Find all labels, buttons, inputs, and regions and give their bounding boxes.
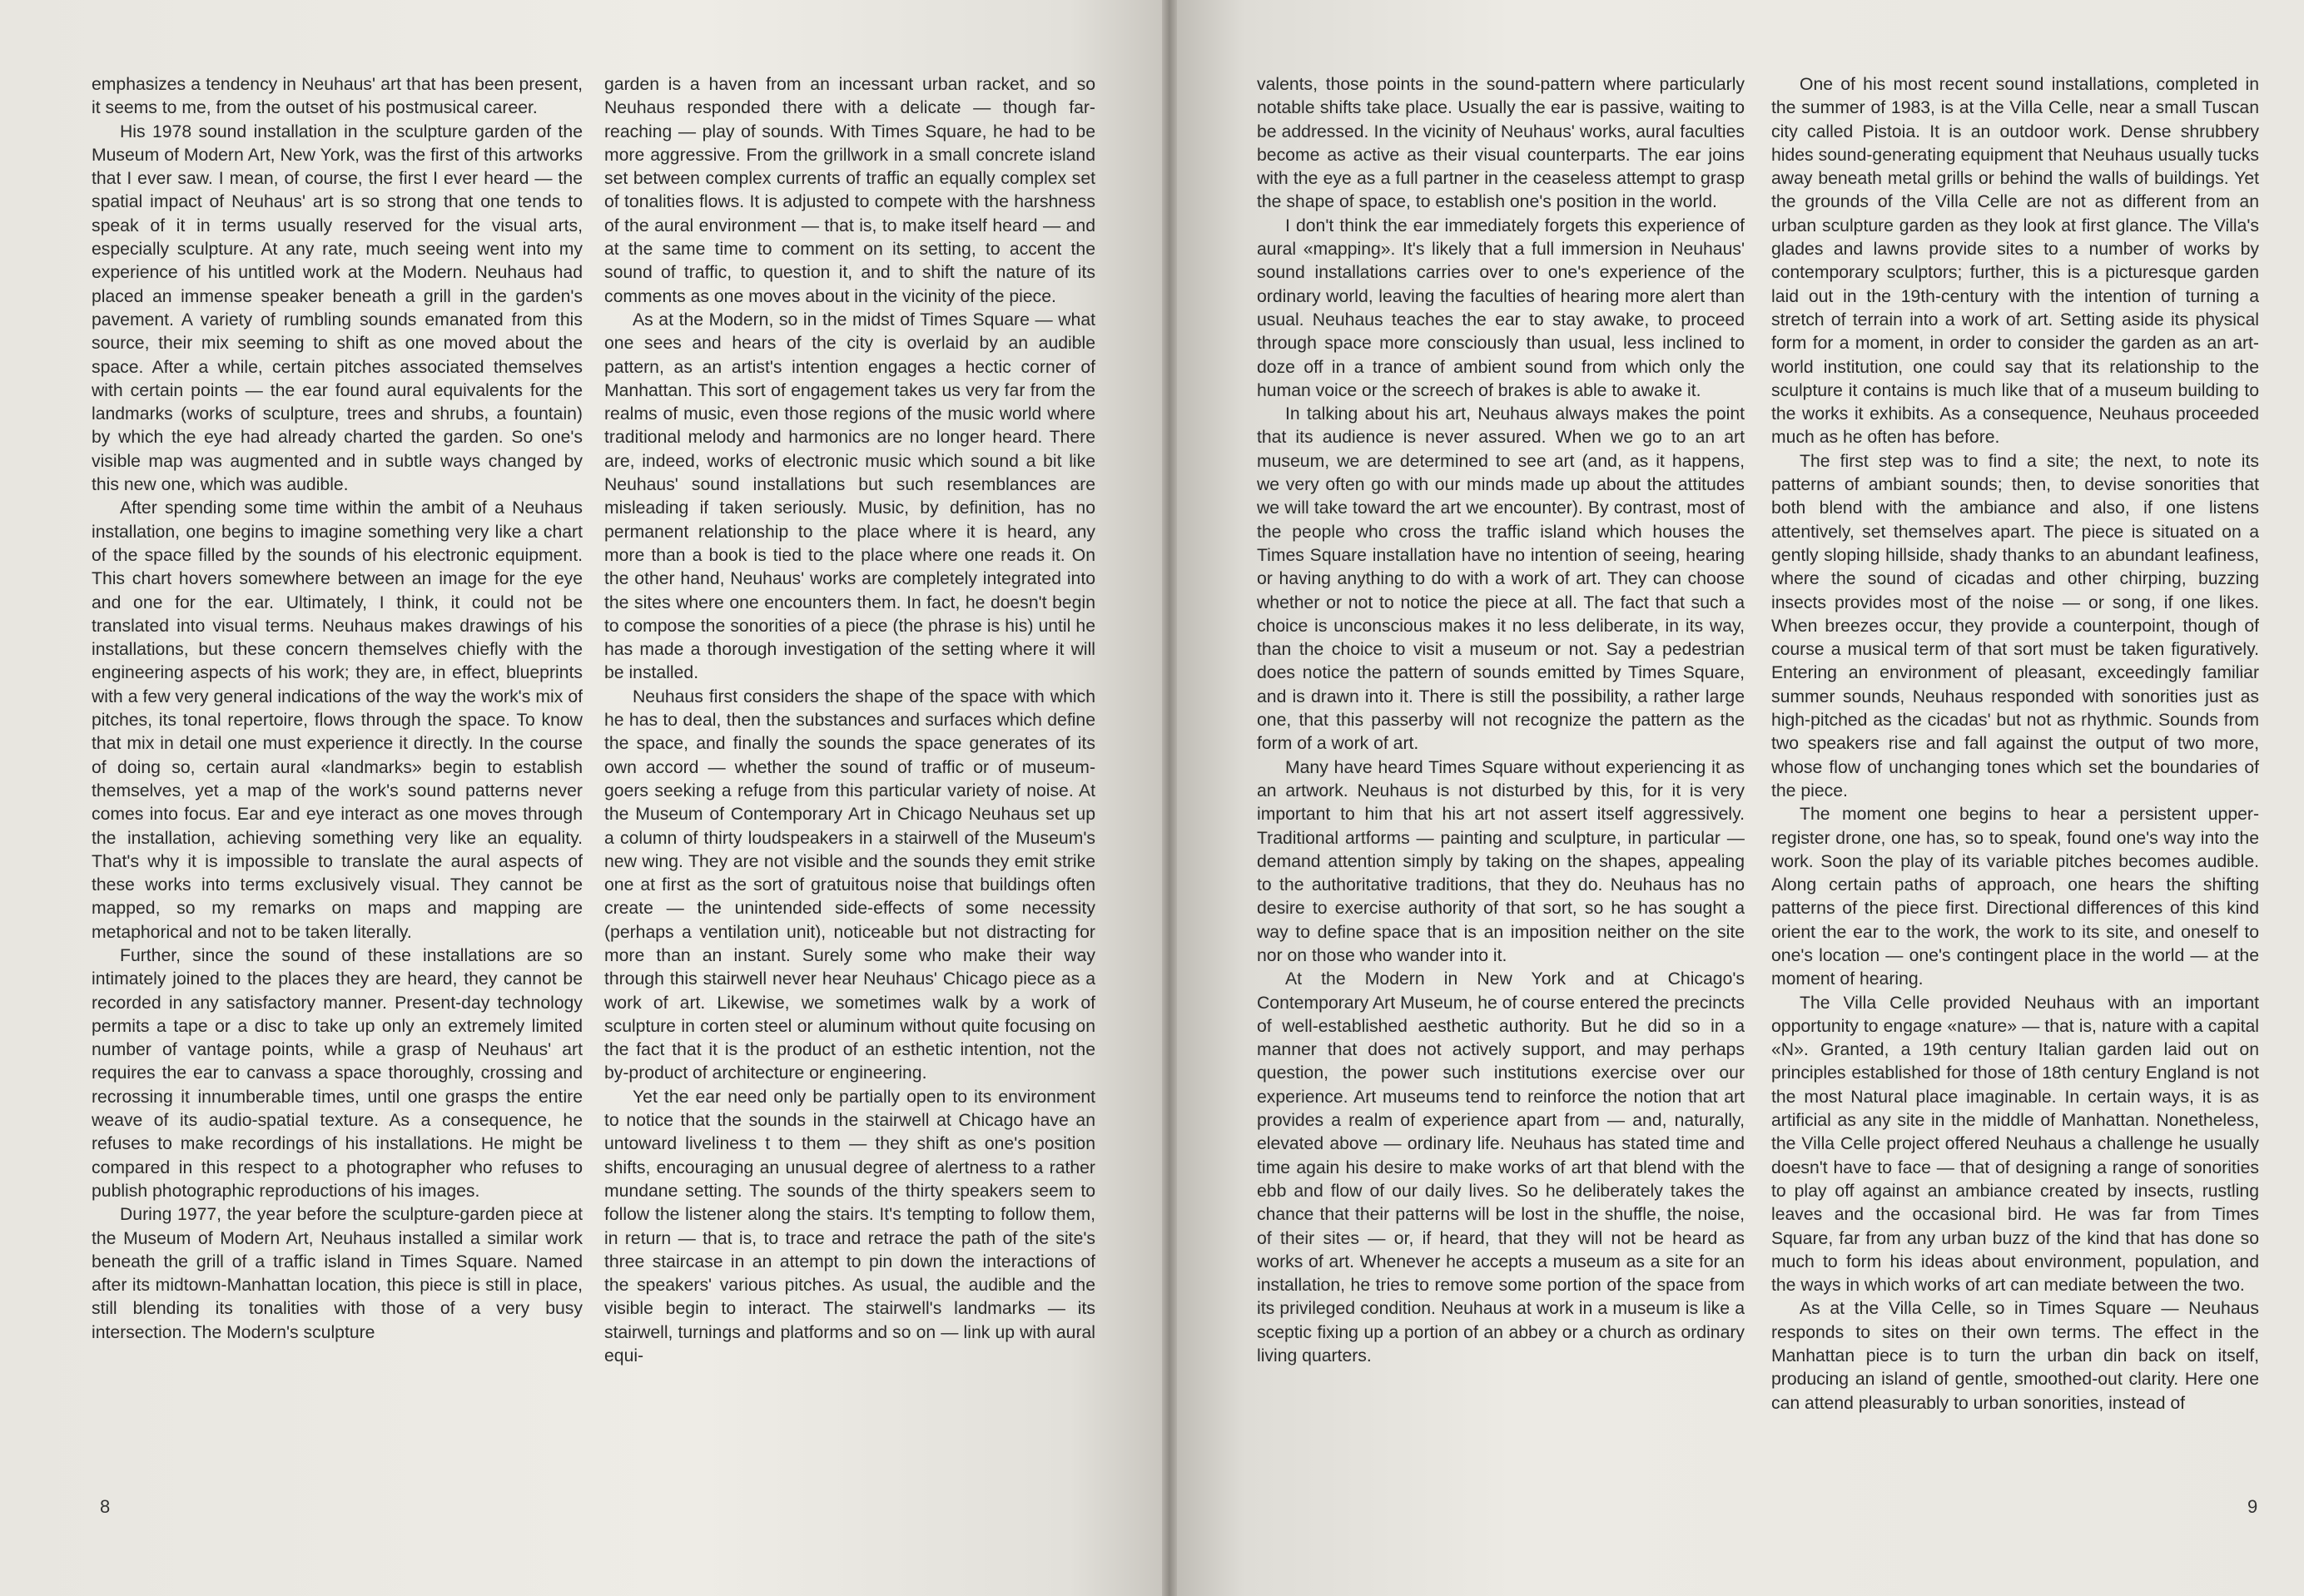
paragraph: During 1977, the year before the sculpture-garden piece at the Museum of Modern Art, Neuhaus installed a similar work beneath the grill of a traffic island in Times Square. Named after its midtown-Manhattan location, this piece is still in place, still blending its tonalities with those of a very busy intersection. The Modern's sculpture [92, 1205, 583, 1342]
paragraph: emphasizes a tendency in Neuhaus' art that has been present, it seems to me, from the outset of his postmusical career. [92, 75, 583, 118]
text-column-2 [604, 73, 1095, 1480]
paragraph: At the Modern in New York and at Chicago's Contemporary Art Museum, he of course entered the precincts of well-established aesthetic authority. But he did so in a manner that does not actively support, and may perhaps question, the power such institutions exercise over our experience. Art museums tend to reinforce the notion that art provides a realm of experience apart from — and, naturally, elevated above — ordinary life. Neuhaus has stated time and time again his desire to make works of art that blend with the ebb and flow of our daily lives. So he deliberately takes the chance that their patterns will be lost in the shuffle, the noise, of their sites — or, if heard, that they will not be heard as works of art. Whenever he accepts a museum as a site for an installation, he tries to remove some portion of the space from its privileged condition. Neuhaus at work in a museum is like a sceptic fixing up a portion of an abbey or a church as ordinary living quarters. [1257, 969, 1745, 1366]
paragraph: Further, since the sound of these installations are so intimately joined to the places they are heard, they cannot be recorded in any satisfactory manner. Present-day technology permits a tape or a disc to take up only an extremely limited number of vantage points, while a grasp of Neuhaus' art requires the ear to canvass a space thoroughly, crossing and recrossing it innumberable times, until one grasps the entire weave of its audio-spatial texture. As a consequence, he refuses to make recordings of his installations. He might be compared in this respect to a photographer who refuses to publish photographic reproductions of his images. [92, 945, 583, 1201]
paragraph: After spending some time within the ambit of a Neuhaus installation, one begins to imagine something very like a chart of the space filled by the sounds of his electronic equipment. This chart hovers somewhere between an image for the eye and one for the ear. Ultimately, I think, it could not be translated into visual terms. Neuhaus makes drawings of his installations, but these concern themselves chiefly with the engineering aspects of his work; they are, in effect, blueprints with a few very general indications of the way the work's mix of pitches, its tonal repertoire, flows through the space. To know that mix in detail one must experience it directly. In the course of doing so, certain aural «landmarks» begin to establish themselves, yet a map of the work's sound patterns never comes into focus. Ear and eye interact as one moves through the installation, achieving something very like an equality. That's why it is impossible to translate the aural aspects of these works into terms exclusively visual. They cannot be mapped, so my remarks on maps and mapping are metaphorical and not to be taken literally. [92, 498, 583, 942]
paragraph: I don't think the ear immediately forgets this experience of aural «mapping». It's likely that a full immersion in Neuhaus' sound installations carries over to one's experience of the ordinary world, leaving the faculties of hearing more alert than usual. Neuhaus teaches the ear to stay awake, to proceed through space more consciously than usual, less inclined to doze off in a trance of ambient sound from which only the human voice or the screech of brakes is able to awake it. [1257, 216, 1745, 400]
paragraph: The Villa Celle provided Neuhaus with an important opportunity to engage «nature» — that is, nature with a capital «N». Granted, a 19th century Italian garden laid out on principles established for those of 18th century England is not the most Natural place imaginable. In certain ways, it is as artificial as any site in the middle of Manhattan. Nonetheless, the Villa Celle project offered Neuhaus a challenge he usually doesn't have to face — that of designing a range of sonorities to play off against an ambiance created by insects, rustling leaves and the occasional bird. He was far from Times Square, far from any urban buzz of the kind that has done so much to form his ideas about environment, population, and the ways in which works of art can mediate between the two. [1771, 993, 2259, 1296]
paragraph: valents, those points in the sound-pattern where particularly notable shifts take place. Usually the ear is passive, waiting to be addressed. In the vicinity of Neuhaus' works, aural faculties become as active as their visual counterparts. The ear joins with the eye as a full partner in the ceaseless attempt to grasp the shape of space, to establish one's position in the world. [1257, 75, 1745, 212]
paragraph: Yet the ear need only be partially open to its environment to notice that the sounds in the stairwell at Chicago have an untoward liveliness t to them — they shift as one's position shifts, encouraging an unusual degree of alertness to a rather mundane setting. The sounds of the thirty speakers seem to follow the listener along the stairs. It's tempting to follow them, in return — that is, to trace and retrace the path of the site's three staircase in an attempt to pin down the interactions of the speakers' various pitches. As usual, the audible and the visible begin to interact. The stairwell's landmarks — its stairwell, turnings and platforms and so on — link up with aural equi- [604, 1087, 1095, 1366]
text-column-3 [1257, 73, 1745, 1480]
paragraph: In talking about his art, Neuhaus always makes the point that its audience is never assured. When we go to an art museum, we are determined to see art (and, as it happens, we very often go with our minds made up about the attitudes we will take toward the art we encounter). By contrast, most of the people who cross the traffic island which houses the Times Square installation have no intention of seeing, hearing or having anything to do with a work of art. They can choose whether or not to notice the piece at all. The fact that such a choice is unconscious makes it no less deliberate, in its way, than the choice to visit a museum or not. Say a pedestrian does notice the pattern of sounds emitted by Times Square, and is drawn into it. There is still the possibility, a rather large one, that this passerby will not recognize the pattern as the form of a work of art. [1257, 404, 1745, 754]
paragraph: garden is a haven from an incessant urban racket, and so Neuhaus responded there with a delicate — though far-reaching — play of sounds. With Times Square, he had to be more aggressive. From the grillwork in a small concrete island set between complex currents of traffic an equally complex set of tonalities flows. It is adjusted to compete with the harshness of the aural environment — that is, to make itself heard — and at the same time to comment on its setting, to accent the sound of traffic, to question it, and to shift the nature of its comments as one moves about in the vicinity of the piece. [604, 75, 1095, 306]
book-gutter [1162, 0, 1177, 1596]
paragraph: The moment one begins to hear a persistent upper-register drone, one has, so to speak, found one's way into the work. Soon the play of its variable pitches becomes audible. Along certain paths of approach, one hears the shifting patterns of the piece first. Directional differences of this kind orient the ear to the work, the work to its site, and oneself to one's location — one's contingent place in the world — at the moment of hearing. [1771, 805, 2259, 989]
page-number-left: 8 [100, 1496, 111, 1517]
paragraph: Neuhaus first considers the shape of the space with which he has to deal, then the substances and surfaces which define the space, and finally the sounds the space generates of its own accord — whether the sound of traffic or of museum-goers seeking a refuge from this particular variety of noise. At the Museum of Contemporary Art in Chicago Neuhaus set up a column of thirty loudspeakers in a stairwell of the Museum's new wing. They are not visible and the sounds they emit strike one at first as the sort of gratuitous noise that buildings often create — the unintended side-effects of some necessity (perhaps a ventilation unit), noticeable but not distracting for more than an instant. Surely some who make their way through this stairwell never hear Neuhaus' Chicago piece as a work of art. Likewise, we sometimes walk by a work of sculpture in corten steel or aluminum without quite focusing on the fact that it is the product of an esthetic intention, not the by-product of architecture or engineering. [604, 686, 1095, 1083]
paragraph: Many have heard Times Square without experiencing it as an artwork. Neuhaus is not disturbed by this, for it is very important to him that his art not assert itself aggressively. Traditional artforms — painting and sculpture, in particular — demand attention simply by taking on the shapes, appealing to the authoritative traditions, that they do. Neuhaus has no desire to exercise authority of that sort, so he has sought a way to define space that is an imposition neither on the site nor on those who wander into it. [1257, 757, 1745, 965]
paragraph: As at the Villa Celle, so in Times Square — Neuhaus responds to sites on their own terms. The effect in the Manhattan piece is to turn the urban din back on itself, producing an island of gentle, smoothed-out clarity. Here one can attend pleasurably to urban sonorities, instead of [1771, 1299, 2259, 1413]
text-column-1 [92, 73, 583, 1480]
text-column-4 [1771, 73, 2259, 1480]
page-number-right: 9 [2247, 1496, 2258, 1517]
paragraph: As at the Modern, so in the midst of Times Square — what one sees and hears of the city is overlaid by an audible pattern, as an artist's intention engages a hectic corner of Manhattan. This sort of engagement takes us very far from the realms of music, even those regions of the music world where traditional melody and harmonics are no longer heard. There are, indeed, works of electronic music which sound a bit like Neuhaus' sound installations but such resemblances are misleading if taken seriously. Music, by definition, has no permanent relationship to the place where it is heard, any more than a book is tied to the place where one reads it. On the other hand, Neuhaus' works are completely integrated into the sites where one encounters them. In fact, he doesn't begin to compose the sonorities of a piece (the phrase is his) until he has made a thorough investigation of the setting where it will be installed. [604, 310, 1095, 683]
paragraph: The first step was to find a site; the next, to note its patterns of ambiant sounds; then, to devise sonorities that both blend with the ambiance and also, if one listens attentively, set themselves apart. The piece is situated on a gently sloping hillside, shady thanks to an abundant leafiness, where the sound of cicadas and other chirping, buzzing insects provides most of the noise — or song, if one likes. When breezes occur, they provide a counterpoint, though of course a musical term of that sort must be taken figuratively. Entering an environment of pleasant, exceedingly familiar summer sounds, Neuhaus responded with sonorities just as high-pitched as the cicadas' but not as rhythmic. Sounds from two speakers rise and fall against the output of two more, whose flow of unchanging tones which set the boundaries of the piece. [1771, 451, 2259, 800]
paragraph: One of his most recent sound installations, completed in the summer of 1983, is at the Villa Celle, near a small Tuscan city called Pistoia. It is an outdoor work. Dense shrubbery hides sound-generating equipment that Neuhaus usually tucks away beneath metal grills or behind the walls of buildings. Yet the grounds of the Villa Celle are not as different from an urban sculpture garden as they look at first glance. The Villa's glades and lawns provide sites to a number of works by contemporary sculptors; further, this is a picturesque garden laid out in the 19th-century with the intention of turning a stretch of terrain into a work of art. Setting aside its physical form for a moment, in order to consider the garden as an art-world institution, one could say that its relationship to the sculpture it contains is much like that of a museum building to the works it exhibits. As a consequence, Neuhaus proceeded much as he often has before. [1771, 75, 2259, 448]
paragraph: His 1978 sound installation in the sculpture garden of the Museum of Modern Art, New York, was the first of this artworks that I ever saw. I mean, of course, the first I ever heard — the spatial impact of Neuhaus' art is so strong that one tends to speak of it in terms usually reserved for the visual arts, especially sculpture. At any rate, much seeing went into my experience of his untitled work at the Modern. Neuhaus had placed an immense speaker beneath a grill in the garden's pavement. A variety of rumbling sounds emanated from this source, their mix seeming to shift as one moved about the space. After a while, certain pitches associated themselves with certain points — the ear found aural equivalents for the landmarks (works of sculpture, trees and shrubs, a fountain) by which the eye had already charted the garden. So one's visible map was augmented and in subtle ways changed by this new one, which was audible. [92, 121, 583, 495]
